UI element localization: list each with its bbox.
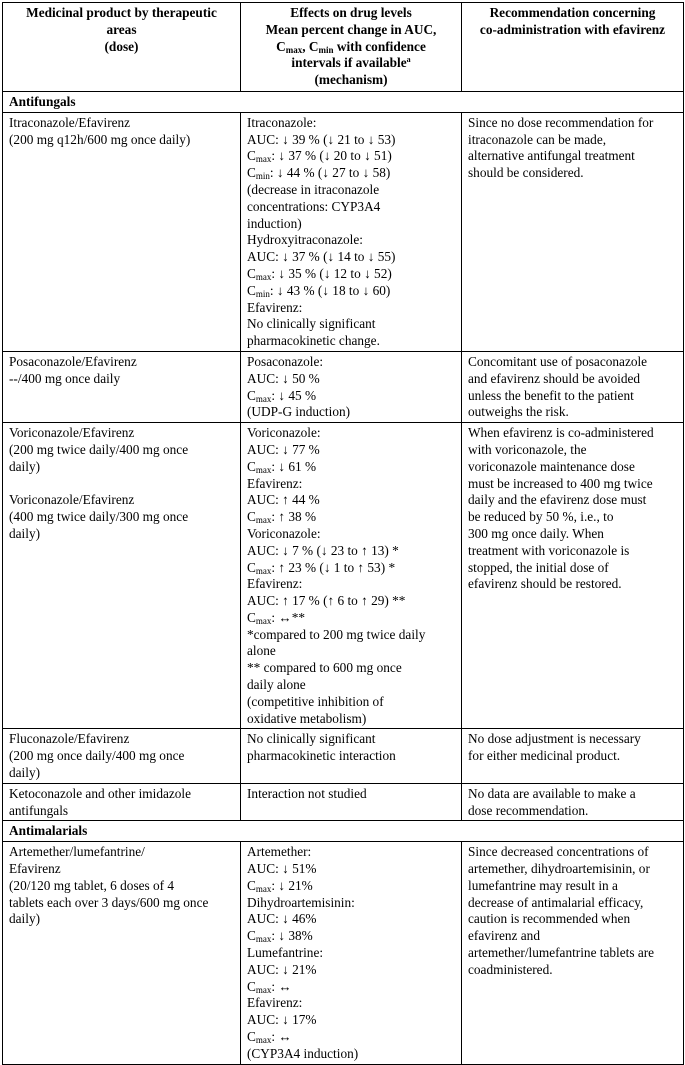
cell-line: Concomitant use of posaconazole (468, 353, 648, 369)
cell-line: (400 mg twice daily/300 mg once (9, 509, 189, 525)
cell-line: Efavirenz: (247, 995, 303, 1011)
recommendation-cell (462, 112, 684, 351)
product-cell (3, 729, 241, 783)
header-line: co-administration with efavirenz (479, 21, 666, 37)
cell-line: Lumefantrine: (247, 945, 324, 961)
cell-line: dose recommendation. (468, 802, 589, 818)
cell-line: induction) (247, 215, 302, 231)
cell-line: Efavirenz: (247, 576, 303, 592)
cell-line: for either medicinal product. (468, 748, 621, 764)
header-line: (dose) (104, 38, 139, 54)
cell-line: efavirenz should be restored. (468, 576, 622, 592)
cell-line: daily) (9, 765, 41, 781)
cell-line: When efavirenz is co-administered (468, 425, 654, 441)
product-cell (3, 842, 241, 1064)
table-row (3, 112, 684, 351)
header-line: areas (106, 21, 137, 37)
cell-line: AUC: ↑ 17 % (↑ 6 to ↑ 29) ** (247, 593, 406, 609)
cell-line: artemether/lumefantrine tablets are (468, 945, 655, 961)
cell-line: (CYP3A4 induction) (247, 1045, 359, 1061)
cell-line: AUC: ↓ 21% (247, 961, 317, 977)
recommendation-cell (462, 783, 684, 821)
cell-line: pharmacokinetic interaction (247, 748, 396, 764)
section-row (3, 821, 684, 842)
product-cell (3, 423, 241, 729)
cell-line: $C_{max}$: ↓ 61 % (247, 458, 317, 475)
cell-line: tablets each over 3 days/600 mg once (9, 894, 209, 910)
cell-line: $C_{max}$: ↑ 23 % (↓ 1 to ↑ 53) * (247, 559, 396, 576)
effects-cell (241, 351, 462, 422)
cell-line: $C_{max}$: ↑ 38 % (247, 509, 317, 526)
header-line: Mean percent change in AUC, (265, 21, 437, 37)
recommendation-cell (462, 423, 684, 729)
cell-line: daily) (9, 525, 41, 541)
product-cell (3, 351, 241, 422)
header-line: Recommendation concerning (489, 5, 656, 20)
cell-line: Efavirenz: (247, 475, 303, 491)
header-row (3, 3, 684, 92)
table-row (3, 423, 684, 729)
header-line: intervals if available$^a$ (291, 55, 411, 71)
cell-line: outweighs the risk. (468, 404, 569, 420)
cell-line: ** compared to 600 mg once (247, 660, 402, 676)
cell-line: (200 mg twice daily/400 mg once (9, 441, 189, 457)
cell-line: No clinically significant (247, 316, 376, 332)
section-title: Antimalarials (3, 821, 684, 842)
cell-line: Itraconazole: (247, 114, 317, 130)
cell-line: AUC: ↓ 77 % (247, 441, 320, 457)
cell-line: must be increased to 400 mg twice (468, 475, 653, 491)
cell-line: oxidative metabolism) (247, 710, 367, 726)
cell-line: Efavirenz (9, 861, 61, 877)
cell-line: $C_{max}$: ↓ 38% (247, 928, 313, 945)
cell-line: alone (247, 643, 276, 659)
cell-line: alternative antifungal treatment (468, 148, 635, 164)
cell-line: caution is recommended when (468, 911, 631, 927)
header-product (3, 3, 241, 92)
effects-cell (241, 729, 462, 783)
recommendation-cell (462, 729, 684, 783)
cell-line: AUC: ↑ 44 % (247, 492, 320, 508)
cell-line: concentrations: CYP3A4 (247, 198, 381, 214)
cell-line: Ketoconazole and other imidazole (9, 785, 192, 801)
cell-line: No clinically significant (247, 731, 376, 747)
cell-line: $C_{max}$: ↓ 21% (247, 877, 313, 894)
cell-line: Voriconazole: (247, 525, 321, 541)
recommendation-cell (462, 351, 684, 422)
cell-line: (decrease in itraconazole (247, 181, 380, 197)
cell-line: (200 mg once daily/400 mg once (9, 748, 185, 764)
cell-line: $C_{max}$: ↓ 45 % (247, 387, 317, 404)
header-effects (241, 3, 462, 92)
cell-line: 300 mg once daily. When (468, 525, 604, 541)
drug-interaction-table (2, 2, 684, 1065)
section-title: Antifungals (3, 91, 684, 112)
product-cell (3, 112, 241, 351)
cell-line: Fluconazole/Efavirenz (9, 731, 130, 747)
cell-line: $C_{min}$: ↓ 44 % (↓ 27 to ↓ 58) (247, 165, 391, 182)
cell-line: daily) (9, 911, 41, 927)
effects-cell (241, 842, 462, 1064)
cell-line: and efavirenz should be avoided (468, 370, 641, 386)
cell-line: decrease of antimalarial efficacy, (468, 894, 644, 910)
cell-line: $C_{max}$: ↔** (247, 609, 305, 626)
cell-line: coadministered. (468, 961, 553, 977)
cell-line: Posaconazole: (247, 353, 324, 369)
line-spacer (9, 476, 234, 493)
cell-line: $C_{max}$: ↓ 35 % (↓ 12 to ↓ 52) (247, 265, 392, 282)
cell-line: stopped, the initial dose of (468, 559, 609, 575)
cell-line: be reduced by 50 %, i.e., to (468, 509, 614, 525)
cell-line: Voriconazole/Efavirenz (9, 425, 135, 441)
cell-line: Since no dose recommendation for (468, 114, 654, 130)
header-recommendation (462, 3, 684, 92)
header-line: (mechanism) (314, 72, 388, 88)
cell-line: *compared to 200 mg twice daily (247, 626, 426, 642)
cell-line: --/400 mg once daily (9, 370, 121, 386)
cell-line: Since decreased concentrations of (468, 844, 649, 860)
product-cell (3, 783, 241, 821)
cell-line: Dihydroartemisinin: (247, 894, 355, 910)
cell-line: daily alone (247, 677, 306, 693)
cell-line: AUC: ↓ 7 % (↓ 23 to ↑ 13) * (247, 542, 399, 558)
header-line: Medicinal product by therapeutic (26, 5, 217, 20)
cell-line: artemether, dihydroartemisinin, or (468, 861, 650, 877)
cell-line: AUC: ↓ 39 % (↓ 21 to ↓ 53) (247, 131, 396, 147)
cell-line: should be considered. (468, 165, 584, 181)
cell-line: (UDP-G induction) (247, 404, 351, 420)
cell-line: (20/120 mg tablet, 6 doses of 4 (9, 877, 175, 893)
section-row (3, 91, 684, 112)
cell-line: treatment with voriconazole is (468, 542, 630, 558)
cell-line: Voriconazole: (247, 425, 321, 441)
cell-line: (200 mg q12h/600 mg once daily) (9, 131, 191, 147)
effects-cell (241, 783, 462, 821)
cell-line: daily) (9, 458, 41, 474)
cell-line: $C_{max}$: ↔ (247, 978, 292, 995)
cell-line: Itraconazole/Efavirenz (9, 114, 131, 130)
effects-cell (241, 423, 462, 729)
cell-line: Artemether/lumefantrine/ (9, 844, 145, 860)
cell-line: AUC: ↓ 46% (247, 911, 317, 927)
cell-line: antifungals (9, 802, 69, 818)
cell-line: Artemether: (247, 844, 312, 860)
cell-line: Voriconazole/Efavirenz (9, 492, 135, 508)
cell-line: daily and the efavirenz dose must (468, 492, 647, 508)
table-row (3, 729, 684, 783)
cell-line: voriconazole maintenance dose (468, 458, 635, 474)
cell-line: $C_{max}$: ↓ 37 % (↓ 20 to ↓ 51) (247, 148, 392, 165)
cell-line: AUC: ↓ 50 % (247, 370, 320, 386)
cell-line: $C_{min}$: ↓ 43 % (↓ 18 to ↓ 60) (247, 282, 391, 299)
cell-line: Posaconazole/Efavirenz (9, 353, 137, 369)
cell-line: No dose adjustment is necessary (468, 731, 641, 747)
cell-line: lumefantrine may result in a (468, 877, 618, 893)
cell-line: Efavirenz: (247, 299, 303, 315)
table-row (3, 351, 684, 422)
cell-line: AUC: ↓ 37 % (↓ 14 to ↓ 55) (247, 249, 396, 265)
table-row (3, 783, 684, 821)
cell-line: with voriconazole, the (468, 441, 587, 457)
table-row (3, 842, 684, 1064)
cell-line: AUC: ↓ 51% (247, 861, 317, 877)
cell-line: Interaction not studied (247, 785, 367, 801)
cell-line: AUC: ↓ 17% (247, 1012, 317, 1028)
table-body (3, 91, 684, 1064)
cell-line: Hydroxyitraconazole: (247, 232, 363, 248)
recommendation-cell (462, 842, 684, 1064)
cell-line: itraconazole can be made, (468, 131, 607, 147)
cell-line: pharmacokinetic change. (247, 333, 380, 349)
cell-line: $C_{max}$: ↔ (247, 1029, 292, 1046)
header-line: $C_{max}$, $C_{min}$ with confidence (276, 38, 426, 55)
cell-line: unless the benefit to the patient (468, 387, 634, 403)
cell-line: efavirenz and (468, 928, 540, 944)
cell-line: No data are available to make a (468, 785, 636, 801)
header-line: Effects on drug levels (290, 5, 412, 20)
effects-cell (241, 112, 462, 351)
cell-line: (competitive inhibition of (247, 693, 384, 709)
